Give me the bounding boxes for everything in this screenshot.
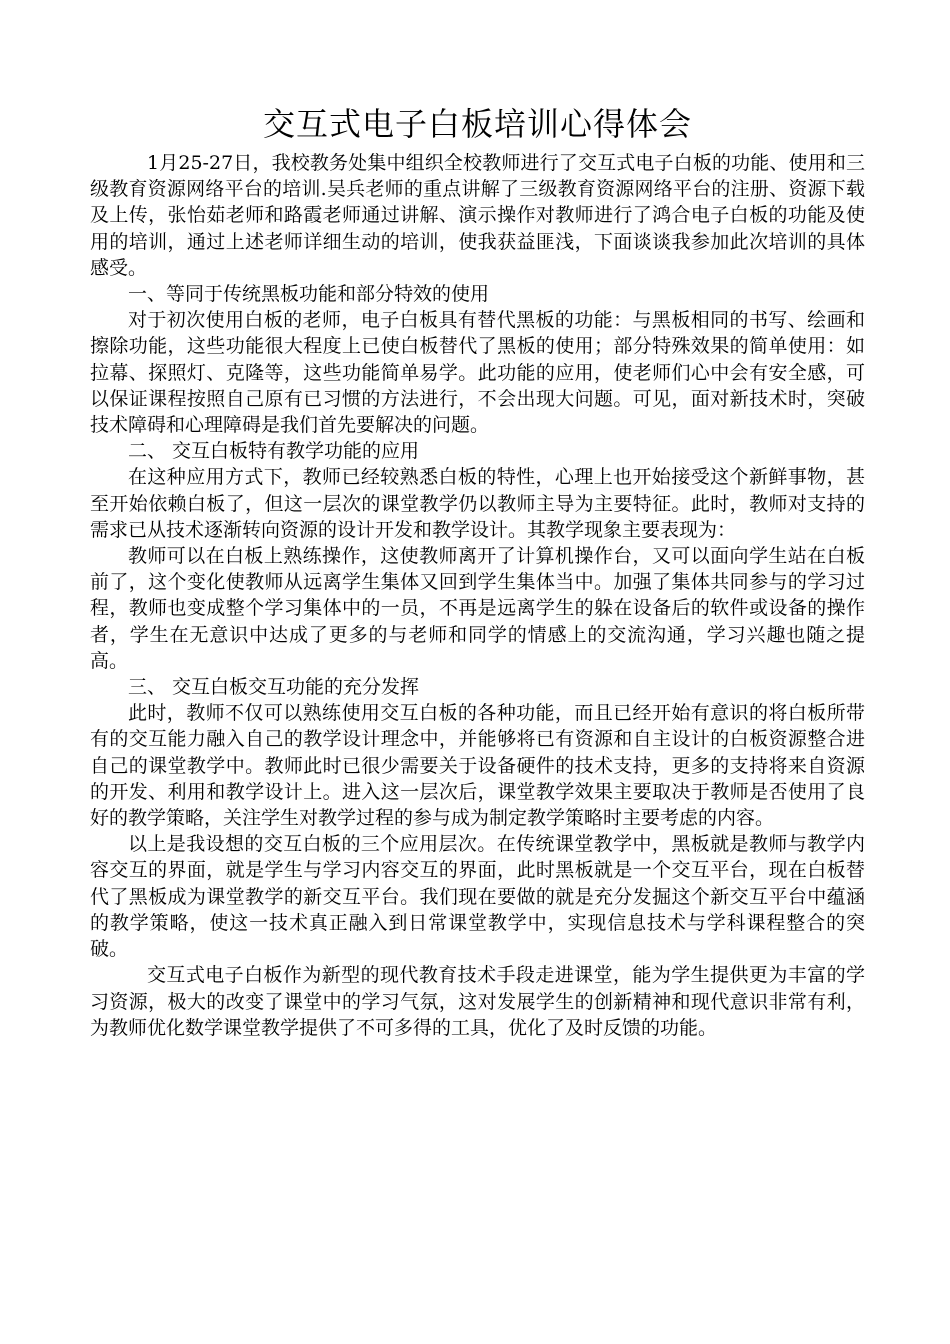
section-3-paragraph: 此时，教师不仅可以熟练使用交互白板的各种功能，而且已经开始有意识的将白板所带有的交互能力融入自己的教学设计理念中，并能够将已有资源和自主设计的白板资源整合进自己的课堂教学中。教师此时已很少需要关于设备硬件的技术支持，更多的支持将来自资源的开发、利用和教学设计上。进入这一层次后，课堂教学效果主要取决于教师是否使用了良好的教学策略，关注学生对教学过程的参与成为制定教学策略时主要考虑的内容。 <box>90 702 865 830</box>
section-3-heading: 三、 交互白板交互功能的充分发挥 <box>128 676 420 699</box>
section-2-heading: 二、 交互白板特有教学功能的应用 <box>128 440 420 463</box>
section-1-paragraph: 对于初次使用白板的老师，电子白板具有替代黑板的功能：与黑板相同的书写、绘画和擦除功能，这些功能很大程度上已使白板替代了黑板的使用；部分特殊效果的简单使用：如拉幕、探照灯、克隆等，这些功能简单易学。此功能的应用，使老师们心中会有安全感，可以保证课程按照自己原有已习惯的方法进行，不会出现大问题。可见，面对新技术时，突破技术障碍和心理障碍是我们首先要解决的问题。 <box>90 309 865 437</box>
document-title: 交互式电子白板培训心得体会 <box>262 105 692 143</box>
section-1-heading: 一、等同于传统黑板功能和部分特效的使用 <box>128 283 490 306</box>
document-body <box>90 98 865 1041</box>
summary-paragraph: 以上是我设想的交互白板的三个应用层次。在传统课堂教学中，黑板就是教师与教学内容交互的界面，就是学生与学习内容交互的界面，此时黑板就是一个交互平台，现在白板替代了黑板成为课堂教学的新交互平台。我们现在要做的就是充分发掘这个新交互平台中蕴涵的教学策略，使这一技术真正融入到日常课堂教学中，实现信息技术与学科课程整合的突破。 <box>90 833 865 961</box>
conclusion-paragraph: 交互式电子白板作为新型的现代教育技术手段走进课堂，能为学生提供更为丰富的学习资源，极大的改变了课堂中的学习气氛，这对发展学生的创新精神和现代意识非常有利，为教师优化数学课堂教学提供了不可多得的工具，优化了及时反馈的功能。 <box>90 964 865 1039</box>
intro-paragraph: 1月25-27日，我校教务处集中组织全校教师进行了交互式电子白板的功能、使用和三级教育资源网络平台的培训.吴兵老师的重点讲解了三级教育资源网络平台的注册、资源下载及上传，张怡茹老师和路霞老师通过讲解、演示操作对教师进行了鸿合电子白板的功能及使用的培训，通过上述老师详细生动的培训，使我获益匪浅，下面谈谈我参加此次培训的具体感受。 <box>90 152 865 279</box>
section-2-paragraph-1: 在这种应用方式下，教师已经较熟悉白板的特性，心理上也开始接受这个新鲜事物，甚至开始依赖白板了，但这一层次的课堂教学仍以教师主导为主要特征。此时，教师对支持的需求已从技术逐渐转向资源的设计开发和教学设计。其教学现象主要表现为： <box>90 466 865 541</box>
section-2-paragraph-2: 教师可以在白板上熟练操作，这使教师离开了计算机操作台，又可以面向学生站在白板前了，这个变化使教师从远离学生集体又回到学生集体当中。加强了集体共同参与的学习过程，教师也变成整个学习集体中的一员，不再是远离学生的躲在设备后的软件或设备的操作者，学生在无意识中达成了更多的与老师和同学的情感上的交流沟通，学习兴趣也随之提高。 <box>90 545 865 672</box>
